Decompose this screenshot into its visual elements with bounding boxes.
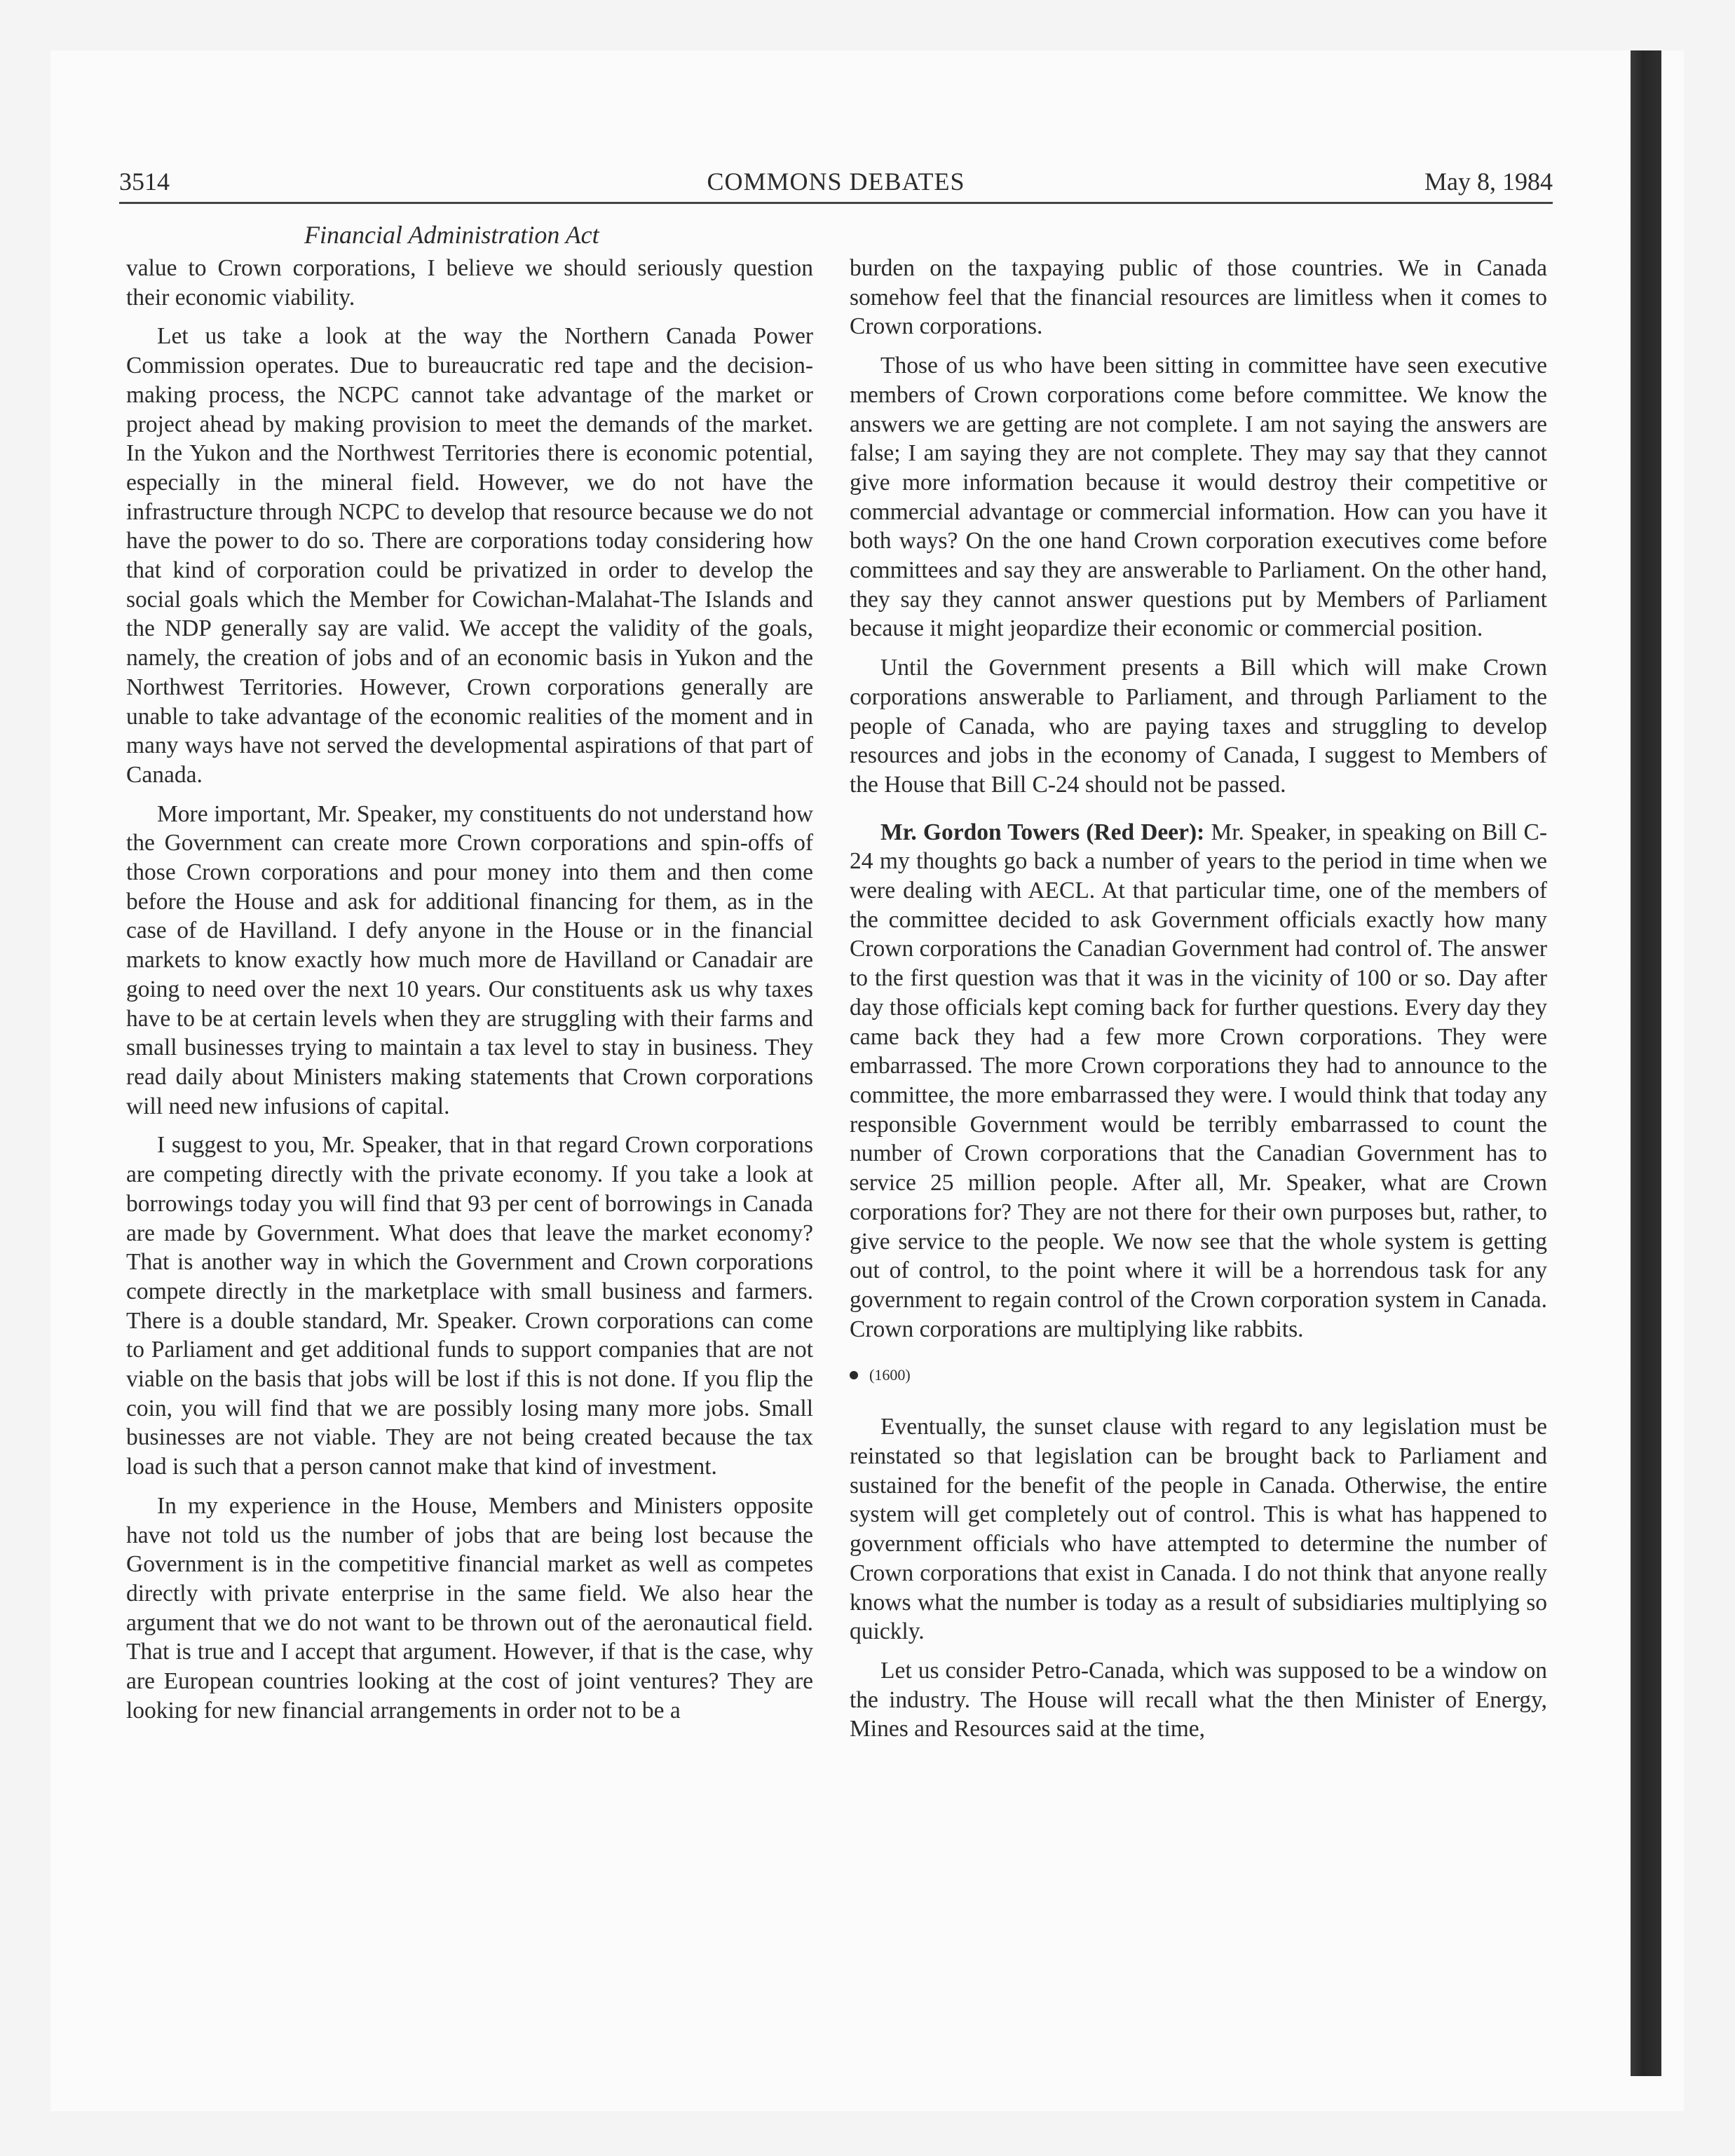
paragraph: Those of us who have been sitting in committee have seen executive members of Crown corporations come before committee. We know the answers we are getting are not complete. I am not saying the answers are false; I am saying they are not complete. They may say that they cannot give more information because it would destroy their competitive or commercial advantage or commercial information. How can you have it both ways? On the one hand Crown corporation executives come before committees and say they are answerable to Parliament. On the other hand, they say they cannot answer questions put by Members of Parliament because it might jeopardize their economic or commercial position. [850, 353, 1547, 642]
time-marker [850, 1365, 1547, 1386]
page-header [119, 163, 1553, 204]
publication-date: May 8, 1984 [1424, 168, 1553, 196]
paragraph: More important, Mr. Speaker, my constituents do not understand how the Government can create more Crown corporations and spin-offs of those Crown corporations and pour money into them and then come before the House and ask for additional financing for them, as in the case of de Havilland. I defy anyone in the House or in the financial markets to know exactly how much more de Havilland or Canadair are going to need over the next 10 years. Our constituents ask us why taxes have to be at certain levels when they are struggling with their farms and small businesses trying to maintain a tax level to stay in business. They read daily about Ministers making statements that Crown corporations will need new infusions of capital. [126, 800, 813, 1119]
paragraph: value to Crown corporations, I believe we should seriously question their economic viability. [126, 255, 813, 311]
section-subheading: Financial Administration Act [304, 221, 599, 249]
speech-paragraph [850, 818, 1547, 1344]
scan-edge-shadow [1631, 50, 1661, 2076]
paragraph: burden on the taxpaying public of those countries. We in Canada somehow feel that the financial resources are limitless when it comes to Crown corporations. [850, 255, 1547, 340]
bullet-icon [850, 1371, 858, 1379]
right-column [850, 254, 1547, 1754]
publication-title: COMMONS DEBATES [707, 168, 965, 196]
paragraph: Let us take a look at the way the Northern Canada Power Commission operates. Due to bureaucratic red tape and the decision-making process, the NCPC cannot take advantage of the market or project ahead by making provision to meet the demands of the market. In the Yukon and the Northwest Territories there is economic potential, especially in the mineral field. However, we do not have the infrastructure through NCPC to develop that resource because we do not have the power to do so. There are corporations today considering how that kind of corporation could be privatized in order to develop the social goals which the Member for Cowichan-Malahat-The Islands and the NDP generally say are valid. We accept the validity of the goals, namely, the creation of jobs and of an economic basis in Yukon and the Northwest Territories. However, Crown corporations generally are unable to take advantage of the economic realities of the moment and in many ways have not served the developmental aspirations of that part of Canada. [126, 323, 813, 788]
time-marker-text: (1600) [869, 1366, 911, 1384]
paragraph: I suggest to you, Mr. Speaker, that in that regard Crown corporations are competing directly with the private economy. If you take a look at borrowings today you will find that 93 per cent of borrowings in Canada are made by Government. What does that leave the market economy? That is another way in which the Government and Crown corporations compete directly in the marketplace with small business and farmers. There is a double standard, Mr. Speaker. Crown corporations can come to Parliament and get additional funds to support companies that are not viable on the basis that jobs will be lost if this is not done. If you flip the coin, you will find that we are possibly losing many more jobs. Small businesses are not viable. They are not being created because the tax load is such that a person cannot make that kind of investment. [126, 1132, 813, 1480]
speaker-name: Mr. Gordon Towers (Red Deer): [880, 819, 1205, 845]
paragraph: Until the Government presents a Bill which will make Crown corporations answerable to Parliament, and through Parliament to the people of Canada, who are paying taxes and struggling to develop resources and jobs in the economy of Canada, I suggest to Members of the House that Bill C-24 should not be passed. [850, 655, 1547, 798]
speech-text: Mr. Speaker, in speaking on Bill C-24 my thoughts go back a number of years to the period in time when we were dealing with AECL. At that particular time, one of the members of the committee decided to ask Government officials exactly how many Crown corporations the Canadian Government had control of. The answer to the first question was that it was in the vicinity of 100 or so. Day after day those officials kept coming back for further questions. Every day they came back they had a few more Crown corporations. They were embarrassed. The more Crown corporations they had to announce to the committee, the more embarrassed they were. I would think that today any responsible Government would be terribly embarrassed to count the number of Crown corporations that the Canadian Government has to service 25 million people. After all, Mr. Speaker, what are Crown corporations for? They are not there for their own purposes but, rather, to give service to the people. We now see that the whole system is getting out of control, to the point where it will be a horrendous task for any government to regain control of the Crown corporation system in Canada. Crown corporations are multiplying like rabbits. [850, 819, 1547, 1342]
paragraph: In my experience in the House, Members and Ministers opposite have not told us the number of jobs that are being lost because the Government is in the competitive financial market as well as competes directly with private enterprise in the same field. We also hear the argument that we do not want to be thrown out of the aeronautical field. That is true and I accept that argument. However, if that is the case, why are European countries looking at the cost of joint ventures? They are looking for new financial arrangements in order not to be a [126, 1492, 813, 1724]
page-number: 3514 [119, 168, 170, 196]
paragraph: Eventually, the sunset clause with regard to any legislation must be reinstated so that legislation can be brought back to Parliament and sustained for the benefit of the people in Canada. Otherwise, the entire system will get completely out of control. This is what has happened to government officials who have attempted to determine the number of Crown corporations that exist in Canada. I do not think that anyone really knows what the number is today as a result of subsidiaries multiplying so quickly. [850, 1414, 1547, 1645]
paragraph: Let us consider Petro-Canada, which was supposed to be a window on the industry. The House will recall what the then Minister of Energy, Mines and Resources said at the time, [850, 1657, 1547, 1742]
left-column [126, 254, 813, 1735]
